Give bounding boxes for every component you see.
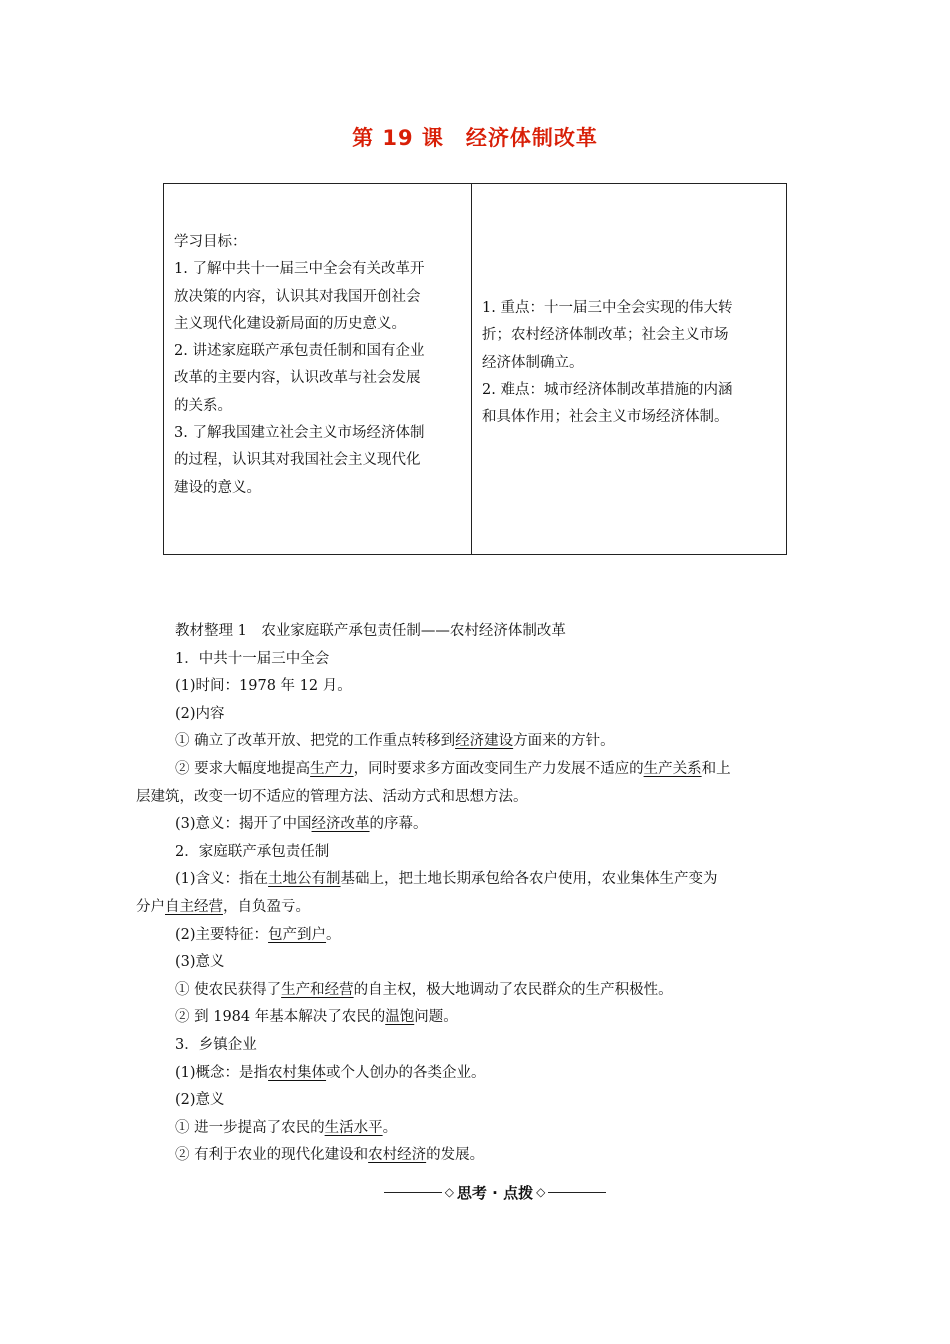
key-term: 生产力 — [310, 760, 354, 777]
diamond-icon: ◇ — [536, 1185, 546, 1199]
text-span: ① 确立了改革开放、把党的工作重点转移到 — [175, 733, 456, 750]
key-point-line: 经济体制确立。 — [482, 354, 584, 371]
page-title: 第 19 课 经济体制改革 — [352, 126, 598, 150]
text-span: ① 使农民获得了 — [175, 981, 282, 998]
goal-line: 放决策的内容，认识其对我国开创社会 — [174, 288, 421, 305]
paragraph-line — [136, 977, 816, 1005]
key-point-line: 1. 重点：十一届三中全会实现的伟大转 — [482, 300, 733, 316]
text-span: ② 要求大幅度地提高 — [175, 760, 311, 777]
text-span: (1)含义：指在 — [175, 871, 269, 888]
key-term: 包产到户 — [268, 926, 327, 943]
goal-line: 主义现代化建设新局面的历史意义。 — [174, 315, 406, 332]
key-point-line: 折；农村经济体制改革；社会主义市场 — [482, 327, 729, 344]
goal-line: 学习目标： — [174, 234, 247, 250]
goal-line: 3. 了解我国建立社会主义市场经济体制 — [174, 425, 425, 442]
text-span: 问题。 — [414, 1009, 458, 1026]
paragraph-line — [136, 728, 816, 756]
text-span: 方面来的方针。 — [513, 733, 615, 750]
goal-line: 的过程，认识其对我国社会主义现代化 — [174, 452, 421, 469]
text-span: ② 有利于农业的现代化建设和 — [175, 1147, 369, 1164]
key-term: 经济建设 — [455, 733, 514, 750]
text-span: 。 — [382, 1119, 398, 1136]
paragraph-line — [136, 811, 816, 839]
text-span: 的自主权，极大地调动了农民群众的生产积极性。 — [353, 981, 673, 998]
key-term: 生产关系 — [643, 760, 702, 777]
goal-line: 1. 了解中共十一届三中全会有关改革开 — [174, 261, 425, 278]
divider-label: 思考 · 点拨 — [456, 1183, 534, 1202]
paragraph-line — [136, 1004, 816, 1032]
text-span: 。 — [326, 926, 341, 943]
subsection-heading: 1．中共十一届三中全会 — [175, 650, 330, 667]
text-span: (1)概念：是指 — [175, 1064, 269, 1081]
subsection-heading: 3．乡镇企业 — [175, 1036, 257, 1053]
textbook-summary — [136, 618, 816, 1170]
paragraph-line: (1)时间：1978 年 12 月。 — [175, 678, 352, 695]
paragraph-line — [136, 922, 816, 950]
divider-rule-left — [384, 1192, 442, 1193]
text-span: 或个人创办的各类企业。 — [326, 1064, 486, 1081]
paragraph-line — [136, 1060, 816, 1088]
text-span: 和上 — [701, 760, 731, 777]
paragraph-line — [136, 866, 816, 894]
paragraph-line — [136, 894, 816, 922]
text-span: (3)意义：揭开了中国 — [175, 816, 312, 833]
key-point-line: 2. 难点：城市经济体制改革措施的内涵 — [482, 381, 733, 398]
goal-line: 的关系。 — [174, 397, 232, 414]
key-term: 自主经营 — [165, 898, 223, 915]
key-term: 土地公有制 — [268, 871, 341, 888]
paragraph-line: (3)意义 — [175, 954, 225, 971]
key-term: 农村集体 — [268, 1064, 327, 1081]
goal-line: 2. 讲述家庭联产承包责任制和国有企业 — [174, 343, 425, 360]
key-term: 生产和经营 — [281, 981, 354, 998]
key-term: 农村经济 — [368, 1147, 427, 1164]
diamond-icon: ◇ — [444, 1185, 454, 1199]
goal-line: 改革的主要内容，认识改革与社会发展 — [174, 370, 421, 387]
divider-rule-right — [548, 1192, 606, 1193]
key-term: 经济改革 — [311, 816, 370, 833]
text-span: ① 进一步提高了农民的 — [175, 1119, 325, 1136]
key-term: 温饱 — [385, 1009, 415, 1026]
key-term: 生活水平 — [324, 1119, 383, 1136]
paragraph-line: 层建筑，改变一切不适应的管理方法、活动方式和思想方法。 — [136, 788, 528, 805]
paragraph-line: (2)内容 — [175, 705, 225, 722]
paragraph-line — [136, 1142, 816, 1170]
key-point-line: 和具体作用；社会主义市场经济体制。 — [482, 409, 729, 426]
section-heading: 教材整理 1 农业家庭联产承包责任制——农村经济体制改革 — [175, 623, 566, 639]
text-span: 的发展。 — [426, 1147, 485, 1164]
text-span: 分户 — [136, 898, 165, 915]
section-divider — [360, 1180, 630, 1204]
learning-goals-table — [163, 183, 787, 555]
text-span: 基础上，把土地长期承包给各农户使用，农业集体生产变为 — [340, 871, 718, 888]
goal-line: 建设的意义。 — [174, 479, 261, 496]
paragraph-line — [136, 756, 816, 784]
text-span: ，自负盈亏。 — [223, 898, 310, 915]
subsection-heading: 2．家庭联产承包责任制 — [175, 843, 330, 860]
paragraph-line: (2)意义 — [175, 1092, 225, 1109]
text-span: ，同时要求多方面改变同生产力发展不适应的 — [353, 760, 644, 777]
text-span: (2)主要特征： — [175, 926, 269, 943]
paragraph-line — [136, 1115, 816, 1143]
text-span: ② 到 1984 年基本解决了农民的 — [175, 1009, 386, 1026]
text-span: 的序幕。 — [369, 816, 428, 833]
learning-goals-cell — [164, 184, 472, 554]
key-points-cell — [472, 184, 786, 554]
